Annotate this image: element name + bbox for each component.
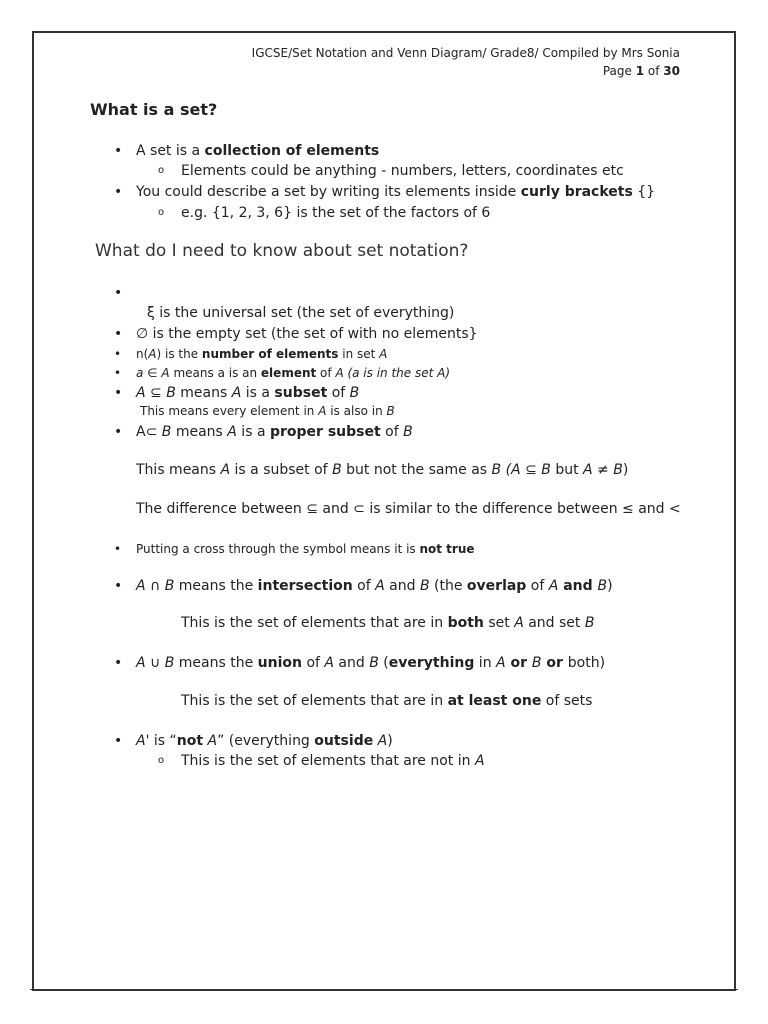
text-bold: or [541, 655, 568, 671]
text-italic: A [231, 385, 242, 401]
text: is also in [326, 404, 387, 418]
text-difference-explanation: The difference between ⊆ and ⊂ is similar to the difference between ≤ and < [136, 501, 681, 517]
text-proper-subset-explanation [136, 462, 628, 478]
text: A⊂ [136, 424, 162, 440]
text-bold: both [447, 615, 484, 631]
text: This means every element in [140, 404, 319, 418]
text-italic: A [379, 347, 388, 361]
text: in set [338, 347, 380, 361]
text: of sets [541, 693, 593, 709]
text-bold: not [176, 733, 204, 749]
text-bold: or [505, 655, 532, 671]
bullet-empty-set: • ∅ is the empty set (the set of with no elements} [136, 325, 478, 343]
text: ) [622, 462, 629, 478]
text-union-explanation [181, 693, 592, 709]
text: of [380, 424, 404, 440]
text-italic: A [514, 615, 524, 631]
text-italic: B [349, 385, 360, 401]
text: ” (everything [217, 733, 315, 749]
text-italic: B [369, 655, 379, 671]
text: of [302, 655, 325, 671]
text-italic: A [203, 733, 218, 749]
text: but [550, 462, 584, 478]
page-total: 30 [663, 64, 680, 78]
bullet-complement [136, 732, 393, 750]
text: ) is the [156, 347, 202, 361]
text: of [526, 578, 549, 594]
text-bold: overlap [466, 578, 527, 594]
text: (the [429, 578, 467, 594]
text-subset-explanation [140, 404, 395, 418]
text: and [333, 655, 370, 671]
text-italic: A [375, 578, 385, 594]
page-border-bottom-line [30, 989, 738, 990]
text-italic: A [548, 578, 559, 594]
text: {} [632, 184, 656, 200]
page-number [603, 64, 680, 79]
sub-bullet-elements: o Elements could be anything - numbers, letters, coordinates etc [181, 162, 624, 180]
text-italic: B [332, 462, 342, 478]
text: but not the same as [341, 462, 492, 478]
section-heading-set-notation: What do I need to know about set notation? [95, 241, 469, 261]
text-italic: A ≠ B [583, 462, 623, 478]
header-title: IGCSE/Set Notation and Venn Diagram/ Grade8/ Compiled by Mrs Sonia [251, 46, 680, 60]
text: This is the set of elements that are in [181, 693, 448, 709]
text-italic: A' [136, 733, 150, 749]
text-italic: B [584, 615, 595, 631]
text-italic: A [496, 655, 506, 671]
text-bold: union [257, 655, 302, 671]
text-bold: number of elements [201, 347, 339, 361]
text-bold: outside [314, 733, 374, 749]
text: means a is an [169, 366, 261, 380]
text-intersection-explanation [181, 615, 594, 631]
text-italic: B [403, 424, 413, 440]
text: A set is a [136, 143, 205, 159]
text-bold: at least one [447, 693, 542, 709]
text: both) [567, 655, 606, 671]
bullet-union [136, 654, 605, 672]
text: You could describe a set by writing its elements inside [136, 184, 521, 200]
text: ) [387, 733, 393, 749]
text: This means [136, 462, 221, 478]
section-heading-what-is-a-set: What is a set? [90, 100, 218, 119]
text-bold: curly brackets [520, 184, 633, 200]
text-italic: A (a is in the set A) [335, 366, 451, 380]
text-italic: A [220, 462, 231, 478]
text-italic: B (A ⊆ B [491, 462, 551, 478]
sub-bullet-complement-explanation [181, 752, 485, 770]
text: This is the set of elements that are in [181, 615, 448, 631]
text-italic: A [474, 753, 485, 769]
text: n( [136, 347, 149, 361]
text-italic: A ⊆ B [136, 385, 176, 401]
page-of: of [644, 64, 664, 78]
text: Putting a cross through the symbol means it is [136, 542, 420, 556]
text-italic: B [597, 578, 608, 594]
bullet-element-of [136, 364, 450, 382]
text: and [384, 578, 420, 594]
text: ) [607, 578, 613, 594]
text-italic: A [148, 347, 157, 361]
text: means [171, 424, 228, 440]
text-italic: B [161, 424, 172, 440]
bullet-intersection [136, 577, 613, 595]
text: ( [378, 655, 389, 671]
text: is a [241, 385, 275, 401]
text: of [327, 385, 350, 401]
text-bold: collection of elements [204, 143, 380, 159]
text: This is the set of elements that are not in [181, 753, 475, 769]
text-bold: intersection [257, 578, 353, 594]
text-italic: a ∈ A [136, 366, 170, 380]
text-italic: A [324, 655, 334, 671]
text-bold: proper subset [269, 424, 381, 440]
bullet-subset [136, 384, 359, 402]
text-bold: not true [419, 542, 475, 556]
sub-bullet-example-factors: o e.g. {1, 2, 3, 6} is the set of the factors of 6 [181, 204, 490, 222]
text: means [175, 385, 232, 401]
page-prefix: Page [602, 64, 636, 78]
text: is a subset of [230, 462, 333, 478]
text-italic: A [227, 424, 237, 440]
text-italic: B [531, 655, 542, 671]
text-italic: A ∪ B [136, 655, 175, 671]
text-italic: B [419, 578, 430, 594]
page-current: 1 [635, 64, 645, 78]
bullet-number-of-elements [136, 345, 387, 363]
text-bold: everything [388, 655, 475, 671]
text: in [474, 655, 497, 671]
text: and set [523, 615, 585, 631]
bullet-curly-brackets [136, 183, 655, 201]
text: means the [174, 655, 258, 671]
text: set [483, 615, 515, 631]
text: of [352, 578, 376, 594]
bullet-set-collection [136, 142, 379, 160]
text: is a [236, 424, 270, 440]
text: of [316, 366, 336, 380]
text: is “ [149, 733, 177, 749]
text-bold: and [558, 578, 598, 594]
text-italic: A [373, 733, 388, 749]
text: means the [174, 578, 258, 594]
text-bold: subset [274, 385, 328, 401]
text-italic: B [386, 404, 395, 418]
text-italic: A [318, 404, 327, 418]
bullet-proper-subset [136, 423, 413, 441]
text-bold: element [260, 366, 317, 380]
text-italic: A ∩ B [136, 578, 175, 594]
text-universal-set: ξ is the universal set (the set of everything) [147, 305, 455, 321]
bullet-cross-through [136, 540, 475, 558]
